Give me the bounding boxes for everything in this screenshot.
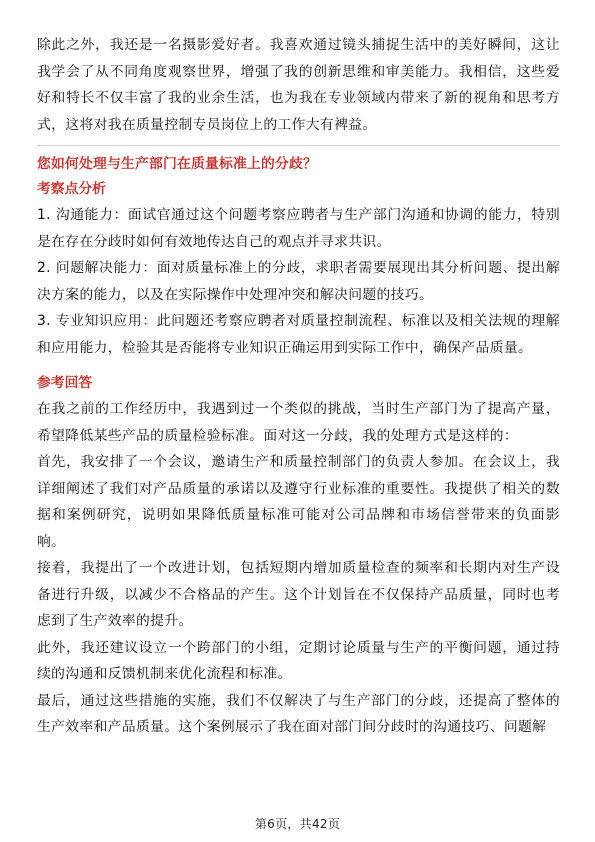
- answer-paragraph: 最后，通过这些措施的实施，我们不仅解决了与生产部门的分歧，还提高了整体的生产效率和产品质量。这个案例展示了我在面对部门间分歧时的沟通技巧、问题解: [37, 692, 560, 735]
- page-content: [37, 32, 560, 741]
- analysis-item: 3. 专业知识应用：此问题还考察应聘者对质量控制流程、标准以及相关法规的理解和应用能力，检验其是否能将专业知识正确运用到实际工作中，确保产品质量。: [37, 313, 560, 356]
- analysis-item: 1. 沟通能力：面试官通过这个问题考察应聘者与生产部门沟通和协调的能力，特别是在存在分歧时如何有效地传达自己的观点并寻求共识。: [37, 207, 560, 250]
- analysis-item: 2. 问题解决能力：面对质量标准上的分歧，求职者需要展现出其分析问题、提出解决方案的能力，以及在实际操作中处理冲突和解决问题的技巧。: [37, 260, 560, 303]
- intro-paragraph: 除此之外，我还是一名摄影爱好者。我喜欢通过镜头捕捉生活中的美好瞬间，这让我学会了从不同角度观察世界，增强了我的创新思维和审美能力。我相信，这些爱好和特长不仅丰富了我的业余生活，也为我在专业领域内带来了新的视角和思考方式，这将对我在质量控制专员岗位上的工作大有裨益。: [37, 37, 560, 133]
- page-number-footer: 第6页，共42页: [254, 817, 341, 831]
- answer-paragraph: 首先，我安排了一个会议，邀请生产和质量控制部门的负责人参加。在会议上，我详细阐述了我们对产品质量的承诺以及遵守行业标准的重要性。我提供了相关的数据和案例研究，说明如果降低质量标准可能对公司品牌和市场信誉带来的负面影响。: [37, 454, 560, 550]
- question-title: 您如何处理与生产部门在质量标准上的分歧？: [37, 156, 317, 172]
- answer-heading: 参考回答: [37, 375, 93, 391]
- analysis-heading: 考察点分析: [37, 181, 106, 197]
- answer-paragraph: 在我之前的工作经历中，我遇到过一个类似的挑战，当时生产部门为了提高产量，希望降低某些产品的质量检验标准。面对这一分歧，我的处理方式是这样的：: [37, 401, 560, 444]
- section-divider: [37, 145, 560, 146]
- answer-paragraph: 接着，我提出了一个改进计划，包括短期内增加质量检查的频率和长期内对生产设备进行升级，以减少不合格品的产生。这个计划旨在不仅保持产品质量，同时也考虑到了生产效率的提升。: [37, 560, 560, 629]
- answer-paragraph: 此外，我还建议设立一个跨部门的小组，定期讨论质量与生产的平衡问题，通过持续的沟通和反馈机制来优化流程和标准。: [37, 639, 560, 682]
